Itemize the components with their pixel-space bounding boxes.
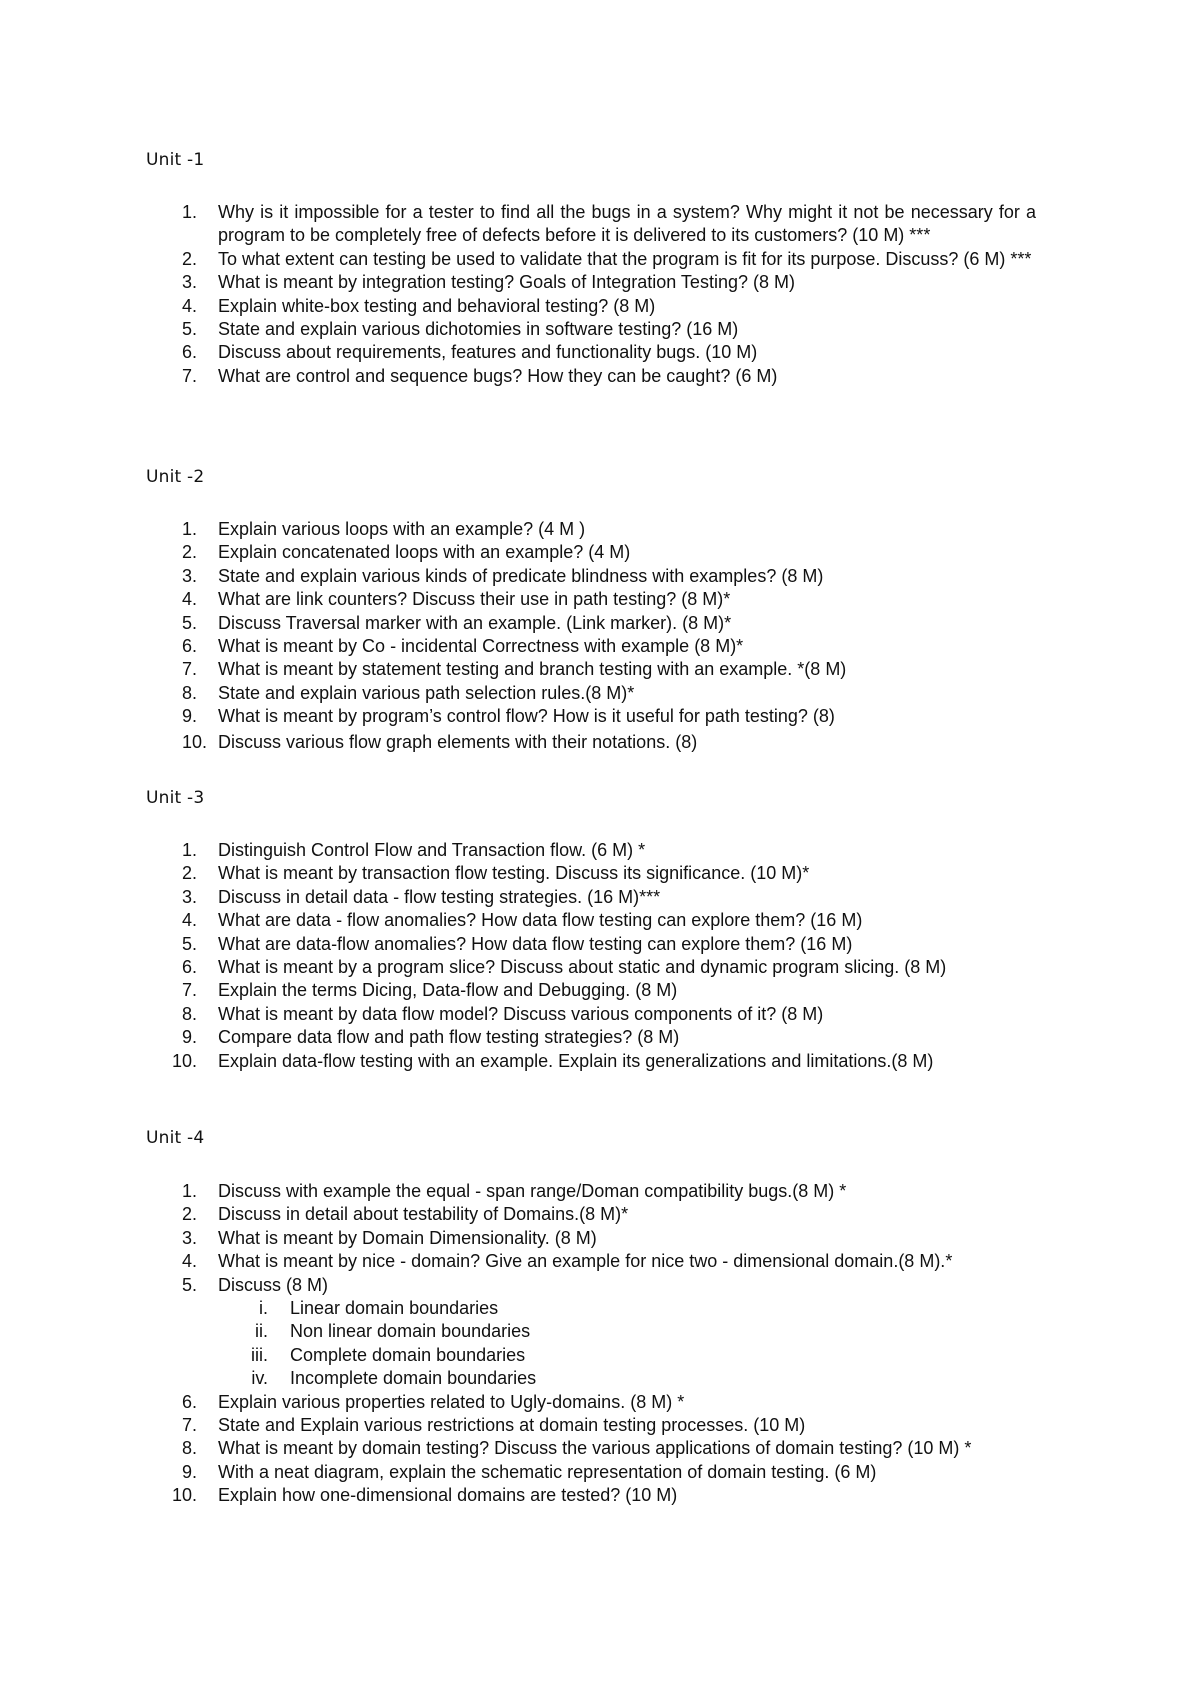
question-text: State and Explain various restrictions at domain testing processes. (10 M): [218, 1415, 806, 1436]
question-item: [146, 731, 1036, 754]
question-number: 1.: [182, 840, 198, 860]
question-text: Explain the terms Dicing, Data-flow and Debugging. (8 M): [218, 980, 678, 1001]
question-number: 10.: [172, 1485, 198, 1506]
question-number: 6.: [182, 957, 198, 978]
sub-question-number: iii.: [251, 1344, 268, 1365]
unit-heading: Unit -3: [146, 788, 205, 808]
question-text: To what extent can testing be used to validate that the program is fit for its purpose. Discuss? (6 M) ***: [218, 248, 1032, 269]
question-number: 3.: [182, 1227, 198, 1248]
question-number: 7.: [182, 980, 198, 1001]
question-text: Distinguish Control Flow and Transaction flow. (6 M) *: [218, 840, 646, 860]
question-text: State and explain various dichotomies in software testing? (16 M): [218, 319, 739, 340]
question-item: [146, 1180, 1036, 1203]
question-text: State and explain various kinds of predicate blindness with examples? (8 M): [218, 565, 824, 586]
question-number: 5.: [182, 319, 198, 340]
question-text: Explain how one-dimensional domains are tested? (10 M): [218, 1485, 678, 1506]
question-item: [146, 1437, 1036, 1460]
question-number: 10.: [172, 1050, 198, 1071]
sub-question-text: Complete domain boundaries: [290, 1344, 526, 1365]
question-number: 6.: [182, 1391, 198, 1412]
sub-question-number: ii.: [255, 1321, 268, 1342]
question-number: 8.: [182, 682, 198, 703]
sub-question-number: iv.: [251, 1368, 268, 1389]
question-item: [146, 295, 1036, 318]
question-text: Discuss Traversal marker with an example. (Link marker). (8 M)*: [218, 612, 732, 633]
question-number: 6.: [182, 342, 198, 363]
question-text: State and explain various path selection rules.(8 M)*: [218, 682, 635, 703]
question-text: Compare data flow and path flow testing strategies? (8 M): [218, 1027, 680, 1048]
question-number: 4.: [182, 1251, 198, 1272]
question-number: 3.: [182, 272, 198, 293]
question-text: Discuss in detail about testability of Domains.(8 M)*: [218, 1204, 629, 1225]
question-list: [146, 839, 1036, 1073]
question-number: 1.: [182, 1181, 198, 1201]
question-text: What is meant by data flow model? Discuss various components of it? (8 M): [218, 1003, 824, 1024]
question-item: [146, 1227, 1036, 1250]
question-item: [146, 1391, 1036, 1414]
question-item: [146, 1026, 1036, 1049]
question-item: [146, 341, 1036, 364]
question-item: [146, 1274, 1036, 1391]
question-item: [146, 588, 1036, 611]
question-number: 7.: [182, 1415, 198, 1436]
question-text: What is meant by a program slice? Discuss about static and dynamic program slicing. (8 M): [218, 957, 947, 978]
question-number: 5.: [182, 1274, 198, 1295]
question-text: Discuss with example the equal - span range/Doman compatibility bugs.(8 M) *: [218, 1181, 847, 1201]
question-number: 5.: [182, 612, 198, 633]
sub-question-text: Non linear domain boundaries: [290, 1321, 531, 1342]
question-item: [146, 612, 1036, 635]
question-item: [146, 541, 1036, 564]
question-number: 1.: [182, 202, 198, 222]
sub-question-text: Linear domain boundaries: [290, 1298, 499, 1319]
question-item: [146, 565, 1036, 588]
question-item: [146, 862, 1036, 885]
question-number: 7.: [182, 659, 198, 680]
question-number: 1.: [182, 519, 198, 539]
sub-question-text: Incomplete domain boundaries: [290, 1368, 537, 1389]
question-number: 3.: [182, 565, 198, 586]
question-item: [146, 979, 1036, 1002]
sub-question-item: [218, 1320, 1036, 1343]
sub-question-list: [218, 1297, 1036, 1391]
question-text: What are control and sequence bugs? How they can be caught? (6 M): [218, 365, 778, 386]
question-text: What is meant by program’s control flow? How is it useful for path testing? (8): [218, 706, 835, 727]
question-text: What is meant by statement testing and branch testing with an example. *(8 M): [218, 659, 847, 680]
question-text: What are data - flow anomalies? How data flow testing can explore them? (16 M): [218, 910, 863, 931]
question-number: 8.: [182, 1003, 198, 1024]
question-item: [146, 658, 1036, 681]
question-item: [146, 318, 1036, 341]
question-text: What is meant by integration testing? Goals of Integration Testing? (8 M): [218, 272, 795, 293]
question-number: 10.: [182, 731, 208, 752]
unit-heading: Unit -2: [146, 467, 205, 487]
question-text: Explain various loops with an example? (4 M ): [218, 519, 586, 539]
question-text: Discuss about requirements, features and functionality bugs. (10 M): [218, 342, 758, 363]
question-item: [146, 1250, 1036, 1273]
question-number: 4.: [182, 295, 198, 316]
question-item: [146, 909, 1036, 932]
unit-heading: Unit -4: [146, 1128, 205, 1148]
question-number: 6.: [182, 636, 198, 657]
question-item: [146, 271, 1036, 294]
question-item: [146, 201, 1036, 248]
question-number: 9.: [182, 1027, 198, 1048]
question-item: [146, 705, 1036, 728]
question-number: 5.: [182, 933, 198, 954]
question-list: [146, 201, 1036, 388]
question-item: [146, 1050, 1036, 1073]
unit-heading: Unit -1: [146, 150, 205, 170]
question-number: 4.: [182, 910, 198, 931]
question-number: 2.: [182, 542, 198, 563]
question-number: 2.: [182, 863, 198, 884]
question-item: [146, 1414, 1036, 1437]
question-text: What are data-flow anomalies? How data flow testing can explore them? (16 M): [218, 933, 853, 954]
question-text: Discuss in detail data - flow testing strategies. (16 M)***: [218, 886, 661, 907]
sub-question-item: [218, 1367, 1036, 1390]
question-text: Explain white-box testing and behavioral testing? (8 M): [218, 295, 656, 316]
question-text: Explain various properties related to Ugly-domains. (8 M) *: [218, 1391, 685, 1412]
question-text: Explain data-flow testing with an example. Explain its generalizations and limitations.(8 M): [218, 1050, 934, 1071]
question-number: 8.: [182, 1438, 198, 1459]
question-list: [146, 1180, 1036, 1508]
question-text: With a neat diagram, explain the schematic representation of domain testing. (6 M): [218, 1461, 877, 1482]
question-number: 3.: [182, 886, 198, 907]
question-number: 2.: [182, 248, 198, 269]
question-number: 7.: [182, 365, 198, 386]
question-item: [146, 682, 1036, 705]
question-item: [146, 518, 1036, 541]
question-item: [146, 933, 1036, 956]
question-item: [146, 365, 1036, 388]
question-text: What is meant by Domain Dimensionality. (8 M): [218, 1227, 597, 1248]
question-text: What is meant by Co - incidental Correctness with example (8 M)*: [218, 636, 744, 657]
question-list: [146, 518, 1036, 754]
question-text: Why is it impossible for a tester to find all the bugs in a system? Why might it not be necessary for a program to be completely free of defects before it is delivered to its customers? (10 M) ***: [218, 202, 1036, 246]
question-item: [146, 1003, 1036, 1026]
question-number: 4.: [182, 589, 198, 610]
question-number: 9.: [182, 706, 198, 727]
sub-question-number: i.: [259, 1298, 268, 1319]
question-text: What is meant by nice - domain? Give an example for nice two - dimensional domain.(8 M).*: [218, 1251, 953, 1272]
question-text: Explain concatenated loops with an example? (4 M): [218, 542, 631, 563]
sub-question-item: [218, 1297, 1036, 1320]
question-number: 9.: [182, 1461, 198, 1482]
question-item: [146, 248, 1036, 271]
question-item: [146, 1461, 1036, 1484]
question-item: [146, 1203, 1036, 1226]
question-item: [146, 886, 1036, 909]
question-item: [146, 839, 1036, 862]
question-item: [146, 956, 1036, 979]
sub-question-item: [218, 1344, 1036, 1367]
question-item: [146, 635, 1036, 658]
question-number: 2.: [182, 1204, 198, 1225]
question-text: Discuss various flow graph elements with their notations. (8): [218, 731, 698, 752]
question-text: What is meant by transaction flow testing. Discuss its significance. (10 M)*: [218, 863, 810, 884]
question-text: What are link counters? Discuss their use in path testing? (8 M)*: [218, 589, 731, 610]
question-text: What is meant by domain testing? Discuss the various applications of domain testing? (10 M) *: [218, 1438, 972, 1459]
question-text: Discuss (8 M): [218, 1274, 329, 1295]
question-item: [146, 1484, 1036, 1507]
